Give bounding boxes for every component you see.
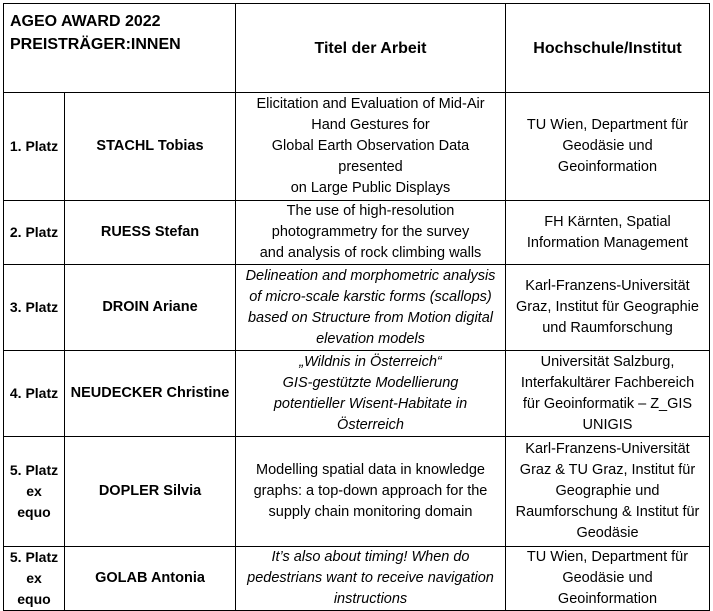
institution-line: Geodäsie und (562, 138, 653, 154)
institution-cell (506, 93, 710, 201)
institution-line: Graz, Institut für Geographie (516, 299, 699, 315)
institution-cell (506, 351, 710, 437)
table-row (4, 547, 710, 611)
institution-cell (506, 265, 710, 351)
table-row (4, 93, 710, 201)
institution-line: TU Wien, Department für (526, 549, 689, 565)
institution-line: FH Kärnten, Spatial (544, 213, 671, 230)
winner-name: DOPLER Silvia (65, 437, 236, 547)
institution-line: für Geoinformatik – Z_GIS (522, 395, 693, 412)
thesis-title-line: Österreich (337, 416, 404, 433)
place-label: 5. Platz (9, 549, 59, 565)
place-label: ex equo (17, 570, 51, 607)
thesis-title-line: Hand Gestures for (311, 117, 430, 133)
institution-line: Graz & TU Graz, Institut für (519, 462, 696, 478)
thesis-title-line: GIS-gestützte Modellierung (282, 374, 459, 391)
thesis-title-line: potentieller Wisent-Habitate in (273, 395, 468, 412)
place-label: 5. Platz (9, 462, 59, 478)
title-column-header: Titel der Arbeit (236, 4, 506, 93)
table-row (4, 265, 710, 351)
thesis-title-cell (236, 201, 506, 265)
winner-name: DROIN Ariane (65, 265, 236, 351)
place-label: 1. Platz (9, 138, 59, 154)
thesis-title-line: The use of high-resolution (286, 203, 455, 219)
thesis-title-line: Global Earth Observation Data (271, 138, 470, 154)
institution-cell (506, 201, 710, 265)
thesis-title-line: Delineation and morphometric analysis (245, 267, 496, 284)
place-label: ex equo (17, 483, 51, 520)
institution-cell (506, 547, 710, 611)
award-title: AGEO AWARD 2022 (10, 13, 161, 30)
institution-line: Interfakultärer Fachbereich (520, 374, 695, 391)
thesis-title-line: and analysis of rock climbing walls (259, 245, 482, 261)
table-row (4, 437, 710, 547)
place-cell (4, 93, 65, 201)
place-cell (4, 201, 65, 265)
winner-name: STACHL Tobias (65, 93, 236, 201)
thesis-title-cell (236, 93, 506, 201)
institution-line: Geodäsie und (562, 570, 653, 586)
place-label: 3. Platz (9, 299, 59, 315)
thesis-title-line: pedestrians want to receive navigation (247, 570, 494, 586)
place-cell (4, 351, 65, 437)
thesis-title-line: Elicitation and Evaluation of Mid-Air (256, 96, 485, 112)
thesis-title-line: „Wildnis in Österreich“ (299, 353, 442, 370)
place-cell (4, 547, 65, 611)
institution-line: Information Management (526, 234, 689, 251)
thesis-title-line: Modelling spatial data in knowledge (256, 462, 485, 478)
institution-column-header: Hochschule/Institut (506, 4, 710, 93)
thesis-title-line: of micro-scale karstic forms (scallops) (249, 288, 492, 305)
winner-name: GOLAB Antonia (65, 547, 236, 611)
institution-line: UNIGIS (582, 416, 633, 433)
institution-line: Universität Salzburg, (540, 353, 675, 370)
thesis-title-line: photogrammetry for the survey (271, 224, 470, 240)
thesis-title-line: on Large Public Displays (290, 180, 451, 196)
thesis-title-line: presented (338, 159, 403, 175)
institution-line: Karl-Franzens-Universität (525, 441, 690, 457)
thesis-title-cell (236, 547, 506, 611)
thesis-title-line: It’s also about timing! When do (271, 549, 470, 565)
award-header (4, 4, 236, 93)
institution-line: Raumforschung & Institut für (515, 504, 700, 520)
place-label: 4. Platz (9, 385, 59, 401)
thesis-title-cell (236, 351, 506, 437)
institution-line: und Raumforschung (542, 320, 673, 336)
table-row (4, 351, 710, 437)
thesis-title-cell (236, 265, 506, 351)
place-cell (4, 437, 65, 547)
thesis-title-line: elevation models (316, 330, 425, 347)
institution-line: Geodäsie (576, 525, 639, 541)
award-table (3, 3, 710, 611)
thesis-title-line: instructions (333, 591, 408, 607)
header-row (4, 4, 710, 93)
table-row (4, 201, 710, 265)
place-cell (4, 265, 65, 351)
winner-name: RUESS Stefan (65, 201, 236, 265)
institution-line: Karl-Franzens-Universität (525, 278, 690, 294)
thesis-title-line: supply chain monitoring domain (268, 504, 473, 520)
institution-line: TU Wien, Department für (526, 117, 689, 133)
institution-line: Geoinformation (557, 159, 658, 175)
institution-line: Geographie und (555, 483, 660, 499)
place-label: 2. Platz (9, 224, 59, 240)
thesis-title-cell (236, 437, 506, 547)
thesis-title-line: graphs: a top-down approach for the (253, 483, 488, 499)
institution-line: Geoinformation (557, 591, 658, 607)
winner-name: NEUDECKER Christine (65, 351, 236, 437)
award-subtitle: PREISTRÄGER:INNEN (10, 36, 181, 53)
institution-cell (506, 437, 710, 547)
thesis-title-line: based on Structure from Motion digital (247, 309, 493, 326)
